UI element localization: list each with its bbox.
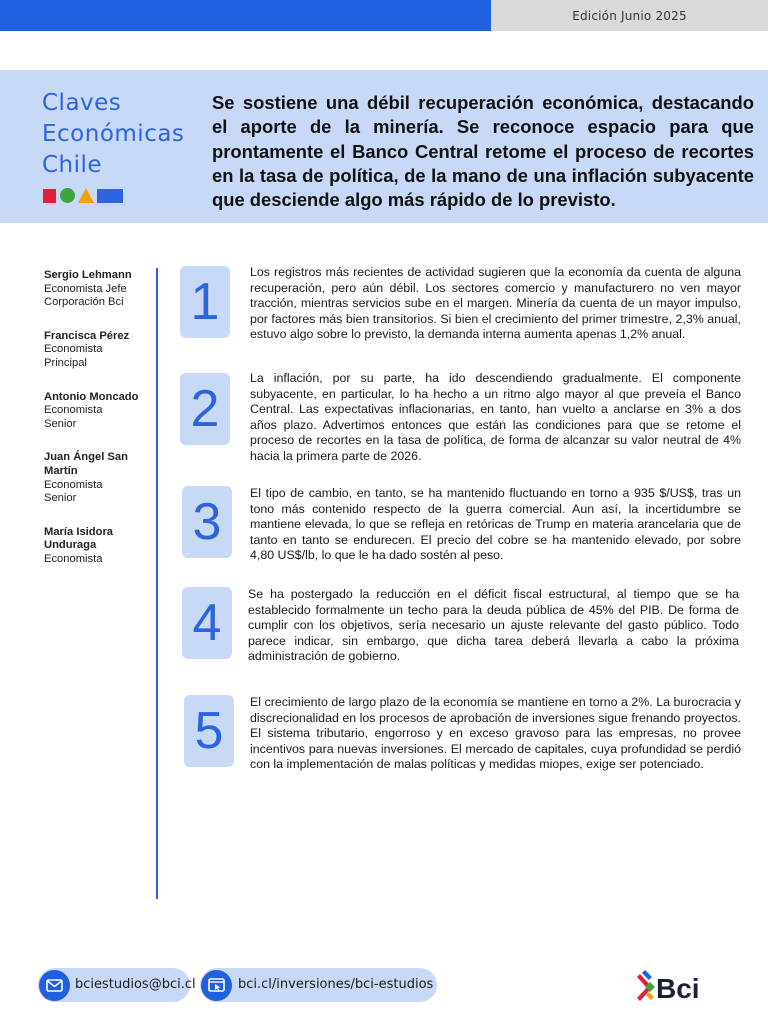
author-name: Antonio Moncado bbox=[44, 390, 139, 403]
point-text-4: Se ha postergado la reducción en el déficit fiscal estructural, al tiempo que se ha establecido formalmente un techo para la deuda pública de 45% del PIB. De forma de cumplir con los objetivos, sería necesario un ajuste relevante del gasto público. Todo parece indicar, sin embargo, que dicha tarea deberá llevarla a cabo la próxima administración de gobierno. bbox=[248, 587, 739, 664]
author-name: Sergio Lehmann bbox=[44, 269, 132, 281]
browser-icon bbox=[201, 970, 232, 1001]
author-name: Francisca Pérez bbox=[44, 329, 130, 342]
point-number-1: 1 bbox=[180, 266, 230, 338]
mail-icon bbox=[39, 970, 70, 1001]
point-number-3: 3 bbox=[182, 486, 232, 558]
authors-list bbox=[44, 269, 154, 587]
author-item bbox=[44, 391, 154, 432]
author-role: Economista bbox=[44, 478, 103, 491]
author-item bbox=[44, 269, 154, 310]
brand-title bbox=[42, 88, 184, 181]
point-text-3: El tipo de cambio, en tanto, se ha mantenido fluctuando en torno a 935 $/US$, tras un tono más contenido respecto de la guerra comercial. Aun así, la incertidumbre se mantiene elevada, lo que se refleja en retóricas de Trump en materia arancelaria que de tanto en tanto se endurecen. El precio del cobre se ha mantenido elevado, por sobre 4,80 US$/lb, lo que le ha dado sostén al peso. bbox=[250, 486, 741, 563]
point-number-4: 4 bbox=[182, 587, 232, 659]
point-text-5: El crecimiento de largo plazo de la economía se mantiene en torno a 2%. La burocracia y discrecionalidad en los procesos de aprobación de inversiones sigue frenando proyectos. El sistema tributario, engorroso y en exceso gravoso para las empresas, no provee incentivos para nuevas inversiones. El mercado de capitales, cuya profundidad se perdió con la implementación de malas políticas y medidas miopes, exige ser potenciado. bbox=[250, 695, 741, 772]
green-circle-icon bbox=[60, 188, 75, 203]
red-square-icon bbox=[43, 189, 56, 203]
website-link[interactable] bbox=[200, 968, 437, 1002]
edition-label: Edición Junio 2025 bbox=[491, 0, 768, 31]
orange-triangle-icon bbox=[78, 188, 94, 203]
headline: Se sostiene una débil recuperación económica, destacando el aporte de la minería. Se reconoce espacio para que prontamente el Banco Central retome el proceso de recortes en la tasa de política, de la mano de una inflación subyacente que desciende algo más rápido de lo previsto. bbox=[212, 92, 754, 211]
brand-shapes bbox=[43, 188, 123, 204]
top-bar bbox=[0, 0, 768, 31]
author-item bbox=[44, 451, 154, 505]
point-number-5: 5 bbox=[184, 695, 234, 767]
author-item bbox=[44, 330, 154, 371]
point-number-2: 2 bbox=[180, 373, 230, 445]
author-role: Economista bbox=[44, 552, 103, 565]
email-link[interactable] bbox=[38, 968, 196, 1002]
top-bar-accent bbox=[0, 0, 491, 31]
email-text[interactable]: bciestudios@bci.cl bbox=[75, 977, 196, 992]
brand-line-2: Económicas bbox=[42, 121, 185, 147]
website-text[interactable]: bci.cl/inversiones/bci-estudios bbox=[238, 977, 434, 992]
author-role: Economista bbox=[44, 404, 103, 417]
brand-line-1: Claves bbox=[42, 90, 122, 116]
point-text-1: Los registros más recientes de actividad sugieren que la economía da cuenta de alguna recuperación, pero aún débil. Los sectores comercio y manufacturero no ven mayor tracción, mientras servicios sube en el margen. Minería da cuenta de un mayor impulso, por factores más bien transitorios. Si bien el crecimiento del primer trimestre, 2,3% anual, estuvo algo sobre lo previsto, la demanda interna aumenta apenas 1,2% anual. bbox=[250, 265, 741, 342]
author-role: Principal bbox=[44, 356, 87, 369]
author-role: Economista Jefe bbox=[44, 282, 127, 295]
author-name: Juan Ángel San Martín bbox=[44, 451, 128, 477]
author-item bbox=[44, 526, 154, 567]
point-text-2: La inflación, por su parte, ha ido descendiendo gradualmente. El componente subyacente, en particular, lo ha hecho a un ritmo algo mayor al que preveía el Banco Central. Las expectativas inflacionarias, en tanto, han vuelto a anclarse en 3% a dos años plazo. Advertimos entonces que están las condiciones para que se retome el proceso de recortes en la tasa de política, de forma de alcanzar su valor neutral de 4% hacia la primera parte de 2026. bbox=[250, 371, 741, 463]
author-role: Corporación Bci bbox=[44, 296, 124, 309]
author-role: Senior bbox=[44, 417, 77, 430]
bci-logo-mark-icon bbox=[637, 970, 655, 1001]
author-role: Senior bbox=[44, 492, 77, 505]
author-role: Economista bbox=[44, 343, 103, 356]
author-name: María Isidora Unduraga bbox=[44, 525, 114, 552]
bci-logo-text: Bci bbox=[656, 973, 700, 1004]
bci-logo bbox=[637, 968, 711, 1004]
blue-rectangle-icon bbox=[97, 189, 123, 203]
brand-line-3: Chile bbox=[42, 152, 103, 178]
vertical-divider bbox=[156, 268, 158, 899]
